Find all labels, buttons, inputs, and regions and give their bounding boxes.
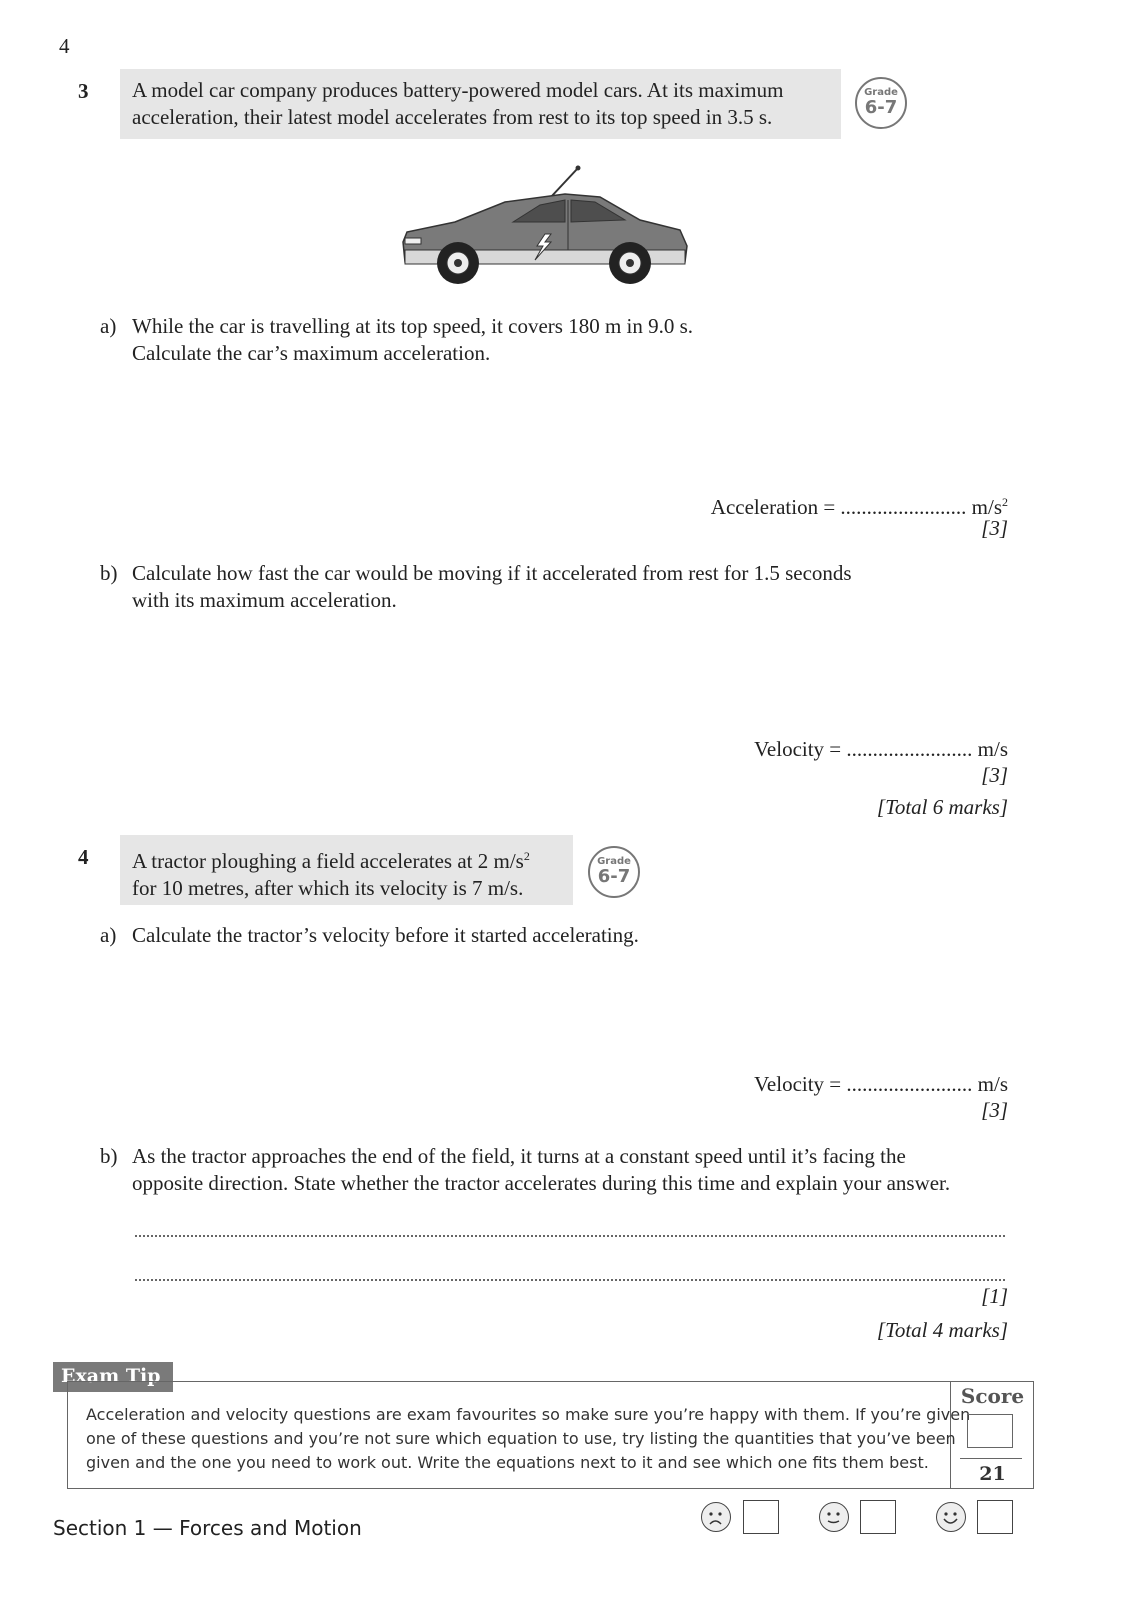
question-4-intro-sup: 2 <box>523 849 530 863</box>
score-total: 21 <box>979 1463 1006 1485</box>
grade-badge-q3 <box>855 77 907 129</box>
q4-a-answer-unit: m/s <box>977 1072 1008 1096</box>
question-3-intro <box>120 69 841 139</box>
model-car-illustration <box>395 160 695 292</box>
question-4-number: 4 <box>78 845 89 869</box>
exam-tip-line1: Acceleration and velocity questions are exam favourites so make sure you’re happy with them. If you’re given <box>86 1405 971 1424</box>
question-4-intro-line2: for 10 metres, after which its velocity is 7 m/s. <box>132 876 524 900</box>
sad-face-checkbox[interactable] <box>743 1500 779 1534</box>
q3-a-answer-field[interactable]: ........................ <box>840 495 967 519</box>
q4-b-marks: [1] <box>981 1284 1008 1308</box>
q4-a-answer-line <box>754 1071 1008 1098</box>
page-number: 4 <box>59 34 70 58</box>
q4-total-marks: [Total 4 marks] <box>876 1318 1008 1342</box>
question-3-intro-line2: acceleration, their latest model accelerates from rest to its top speed in 3.5 s. <box>132 105 773 129</box>
question-3-number: 3 <box>78 79 89 103</box>
q3-part-b-line1: Calculate how fast the car would be moving if it accelerated from rest for 1.5 seconds <box>132 561 852 585</box>
q4-b-answer-line-2[interactable] <box>135 1279 1005 1281</box>
q4-part-a-line1: Calculate the tractor’s velocity before it started accelerating. <box>132 923 639 947</box>
happy-face-checkbox[interactable] <box>977 1500 1013 1534</box>
q3-part-b-line2: with its maximum acceleration. <box>132 588 397 612</box>
q3-a-answer-unit: m/s <box>971 495 1002 519</box>
q3-b-marks: [3] <box>981 763 1008 787</box>
question-4-intro-line1: A tractor ploughing a field accelerates at 2 m/s <box>132 849 524 873</box>
score-label: Score <box>960 1384 1025 1408</box>
score-fraction-line <box>960 1458 1022 1459</box>
q3-b-answer-unit: m/s <box>977 737 1008 761</box>
exam-tip-line2: one of these questions and you’re not sure which equation to use, try listing the quantities that you’ve been <box>86 1429 956 1448</box>
q4-part-b-line2: opposite direction. State whether the tractor accelerates during this time and explain your answer. <box>132 1171 951 1195</box>
q3-a-marks: [3] <box>981 516 1008 540</box>
q4-a-answer-field[interactable]: ........................ <box>846 1072 973 1096</box>
q4-b-answer-line-1[interactable] <box>135 1235 1005 1237</box>
score-input-box[interactable] <box>967 1414 1013 1448</box>
grade-badge-value: 6-7 <box>597 866 631 887</box>
q3-a-answer-line <box>711 489 1008 521</box>
q3-part-b-letter: b) <box>100 561 118 585</box>
question-4-intro <box>120 835 573 905</box>
q4-part-b-line1: As the tractor approaches the end of the field, it turns at a constant speed until it’s facing the <box>132 1144 906 1168</box>
q3-b-answer-field[interactable]: ........................ <box>846 737 973 761</box>
grade-badge-word: Grade <box>864 87 898 98</box>
neutral-face-checkbox[interactable] <box>860 1500 896 1534</box>
exam-tip-text <box>86 1403 970 1475</box>
q4-part-a-letter: a) <box>100 923 117 947</box>
exam-tip-label: Exam Tip <box>53 1362 173 1392</box>
q3-part-a-line2: Calculate the car’s maximum acceleration. <box>132 341 491 365</box>
q4-part-b-letter: b) <box>100 1144 118 1168</box>
grade-badge-value: 6-7 <box>864 97 898 118</box>
exam-tip-line3: given and the one you need to work out. Write the equations next to it and see which one fits them best. <box>86 1453 929 1472</box>
q4-a-answer-label: Velocity = <box>754 1072 847 1096</box>
neutral-face-icon <box>819 1502 849 1532</box>
q3-a-answer-label: Acceleration = <box>710 495 841 519</box>
q3-a-answer-unit-sup: 2 <box>1002 495 1008 509</box>
q4-a-marks: [3] <box>981 1098 1008 1122</box>
sad-face-icon <box>701 1502 731 1532</box>
q3-part-a-line1: While the car is travelling at its top speed, it covers 180 m in 9.0 s. <box>132 314 694 338</box>
q3-b-answer-line <box>754 736 1008 763</box>
grade-badge-word: Grade <box>597 856 631 867</box>
grade-badge-q4 <box>588 846 640 898</box>
question-3-intro-line1: A model car company produces battery-powered model cars. At its maximum <box>132 78 784 102</box>
q3-b-answer-label: Velocity = <box>754 737 847 761</box>
happy-face-icon <box>936 1502 966 1532</box>
section-footer: Section 1 — Forces and Motion <box>53 1516 362 1540</box>
q3-part-a-letter: a) <box>100 314 117 338</box>
q3-total-marks: [Total 6 marks] <box>876 795 1008 819</box>
